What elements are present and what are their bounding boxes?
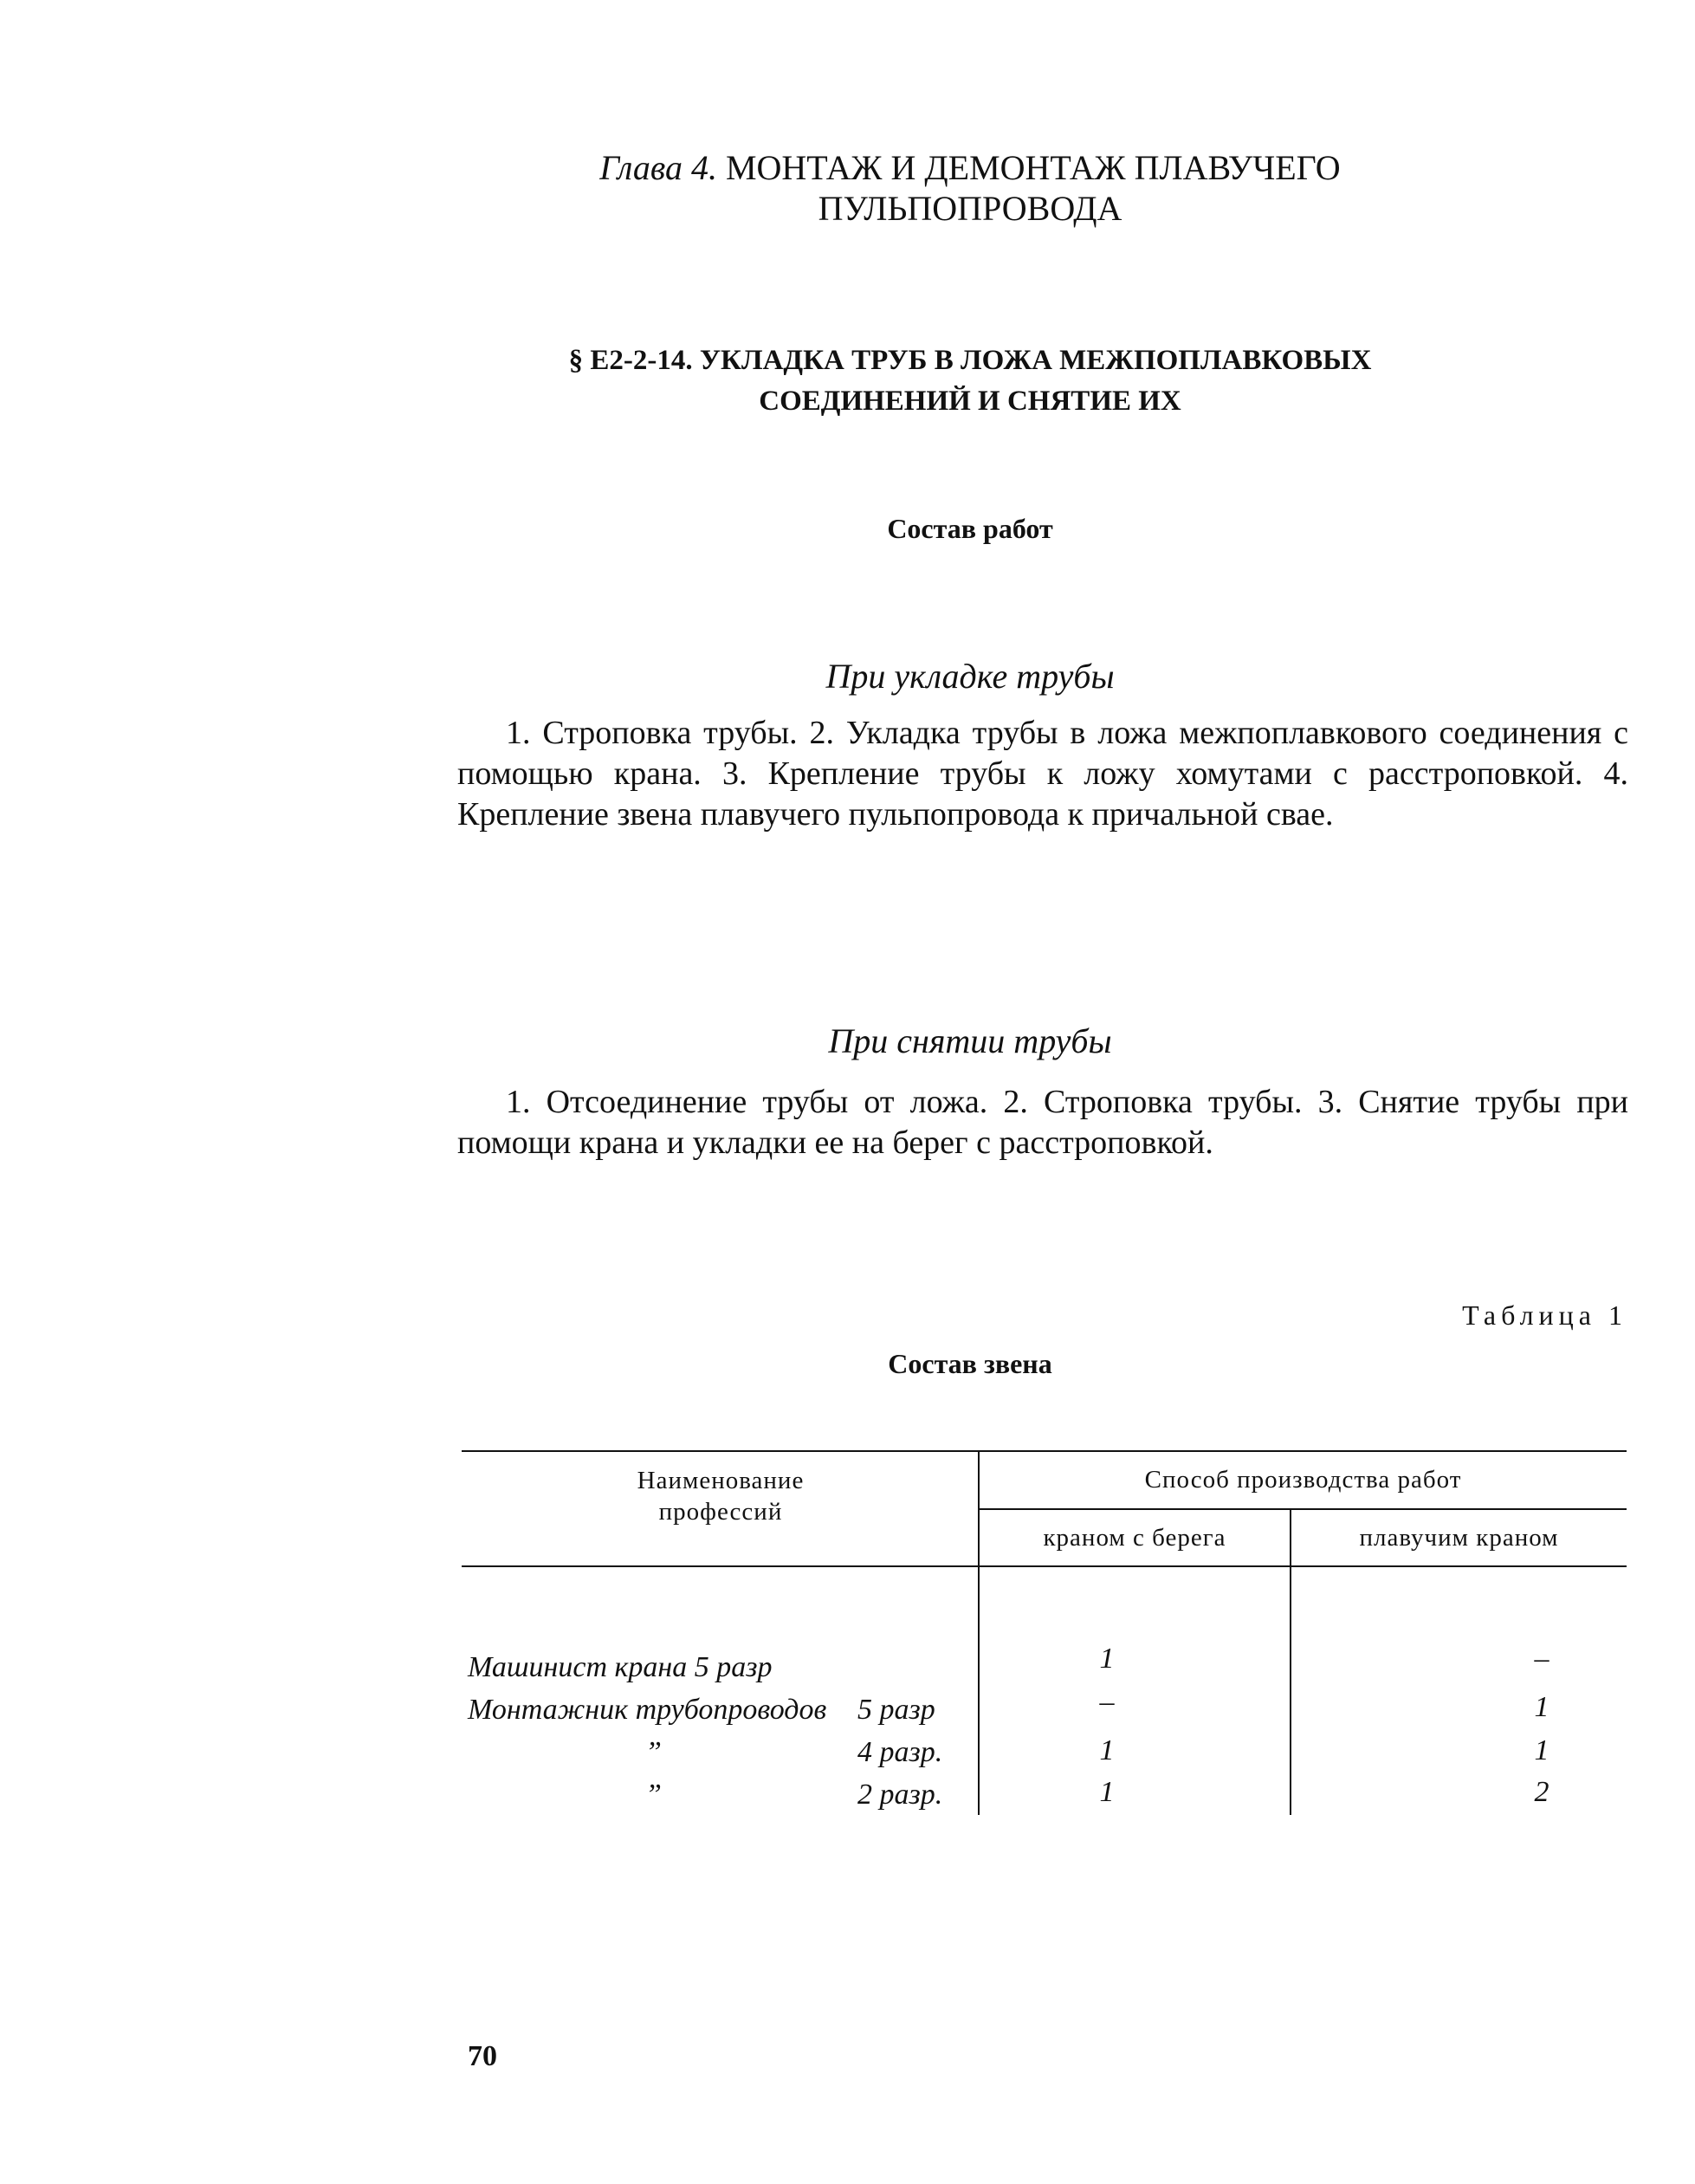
table-col-divider-1: [978, 1450, 980, 1815]
row-value-floating-crane: 1: [1534, 1734, 1549, 1766]
header-method: Способ производства работ: [1144, 1466, 1462, 1494]
header-profession-line2: профессий: [658, 1498, 783, 1526]
section-title-line1: § Е2-2-14. УКЛАДКА ТРУБ В ЛОЖА МЕЖПОПЛАВКОВЫХ: [568, 345, 1372, 376]
row-value-crane-shore: –: [1099, 1686, 1115, 1718]
row-value-crane-shore: 1: [1099, 1734, 1115, 1766]
removal-text: 1. Отсоединение трубы от ложа. 2. Строповка трубы. 3. Снятие трубы при помощи крана и укладки ее на берег с расстроповкой.: [457, 1084, 1628, 1161]
row-value-floating-crane: –: [1534, 1643, 1549, 1675]
row-value-floating-crane: 2: [1534, 1776, 1549, 1808]
chapter-title: [468, 147, 1472, 229]
section-title-line2: СОЕДИНЕНИЙ И СНЯТИЕ ИХ: [759, 386, 1181, 417]
row-profession: Монтажник трубопроводов: [468, 1694, 827, 1726]
row-grade: 2 разр.: [857, 1779, 943, 1811]
row-profession: Машинист крана 5 разр: [468, 1651, 773, 1683]
section-title: [468, 340, 1472, 422]
row-ditto-mark: ”: [645, 1779, 662, 1811]
laying-heading: При укладке трубы: [825, 657, 1115, 696]
row-ditto-mark: ”: [645, 1736, 662, 1768]
laying-text: 1. Строповка трубы. 2. Укладка трубы в ложа межпоплавкового соединения с помощью крана. 3. Крепление трубы к ложу хомутами с расстроповкой. 4. Крепление звена плавучего пульпопровода к причальной свае.: [457, 715, 1628, 833]
removal-heading: При снятии трубы: [828, 1021, 1112, 1060]
table-col-divider-2: [1290, 1508, 1291, 1815]
table-header-bottom-rule: [462, 1565, 1627, 1567]
table-title: Состав звена: [888, 1348, 1052, 1379]
chapter-title-text: МОНТАЖ И ДЕМОНТАЖ ПЛАВУЧЕГО: [725, 148, 1341, 187]
header-col-floating-crane: плавучим краном: [1359, 1524, 1559, 1552]
row-grade: 5 разр: [857, 1694, 935, 1726]
chapter-lead: Глава 4.: [599, 148, 717, 187]
work-composition-heading: Состав работ: [887, 513, 1053, 544]
row-value-crane-shore: 1: [1099, 1643, 1115, 1675]
header-col-crane-shore: краном с берега: [1043, 1524, 1226, 1552]
table-header-divider: [979, 1508, 1627, 1510]
row-grade: 4 разр.: [857, 1736, 943, 1768]
chapter-title-line1: [468, 147, 1472, 188]
page-number: 70: [468, 2040, 497, 2072]
header-profession-line1: Наименование: [637, 1467, 805, 1494]
chapter-title-line2: ПУЛЬПОПРОВОДА: [818, 189, 1122, 228]
row-value-crane-shore: 1: [1099, 1776, 1115, 1808]
row-value-floating-crane: 1: [1534, 1691, 1549, 1723]
table-top-rule: [462, 1450, 1627, 1452]
header-profession: [463, 1465, 978, 1527]
table-label: Таблица 1: [1462, 1299, 1627, 1331]
